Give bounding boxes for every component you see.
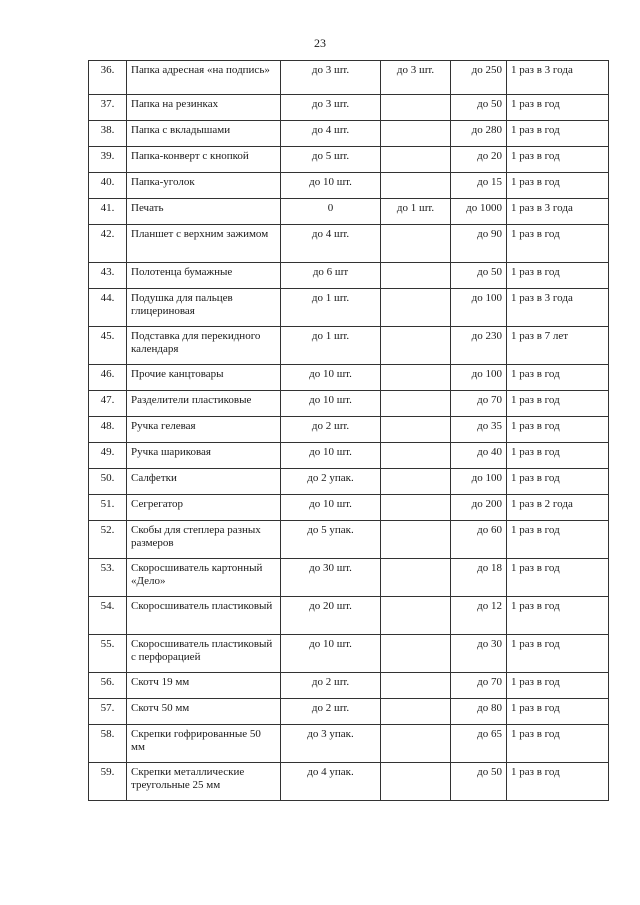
quantity-secondary: [381, 443, 451, 469]
price-limit: до 90: [451, 225, 507, 263]
item-name: Скрепки металлические треугольные 25 мм: [127, 763, 281, 801]
quantity-primary: до 10 шт.: [281, 635, 381, 673]
table-row: [89, 121, 609, 147]
table-row: [89, 417, 609, 443]
replacement-period: 1 раз в 2 года: [507, 495, 609, 521]
replacement-period: 1 раз в год: [507, 559, 609, 597]
row-number: 47.: [89, 391, 127, 417]
quantity-secondary: [381, 95, 451, 121]
item-name: Подушка для пальцев глицериновая: [127, 289, 281, 327]
quantity-primary: до 3 шт.: [281, 95, 381, 121]
replacement-period: 1 раз в год: [507, 365, 609, 391]
quantity-secondary: [381, 327, 451, 365]
price-limit: до 40: [451, 443, 507, 469]
quantity-primary: до 3 шт.: [281, 61, 381, 95]
row-number: 57.: [89, 699, 127, 725]
table-row: [89, 635, 609, 673]
quantity-secondary: до 3 шт.: [381, 61, 451, 95]
table-row: [89, 173, 609, 199]
quantity-primary: до 4 шт.: [281, 121, 381, 147]
replacement-period: 1 раз в 3 года: [507, 289, 609, 327]
quantity-secondary: [381, 521, 451, 559]
row-number: 54.: [89, 597, 127, 635]
quantity-primary: до 10 шт.: [281, 443, 381, 469]
row-number: 52.: [89, 521, 127, 559]
replacement-period: 1 раз в 3 года: [507, 199, 609, 225]
quantity-primary: до 5 упак.: [281, 521, 381, 559]
table-row: [89, 327, 609, 365]
quantity-primary: до 3 упак.: [281, 725, 381, 763]
quantity-secondary: [381, 289, 451, 327]
supplies-table-body: [89, 61, 609, 801]
item-name: Скоросшиватель пластиковый с перфорацией: [127, 635, 281, 673]
quantity-secondary: [381, 121, 451, 147]
row-number: 41.: [89, 199, 127, 225]
replacement-period: 1 раз в год: [507, 469, 609, 495]
price-limit: до 100: [451, 289, 507, 327]
price-limit: до 50: [451, 763, 507, 801]
item-name: Папка-конверт с кнопкой: [127, 147, 281, 173]
price-limit: до 200: [451, 495, 507, 521]
replacement-period: 1 раз в год: [507, 597, 609, 635]
replacement-period: 1 раз в год: [507, 263, 609, 289]
quantity-primary: до 10 шт.: [281, 365, 381, 391]
table-row: [89, 391, 609, 417]
replacement-period: 1 раз в год: [507, 763, 609, 801]
item-name: Печать: [127, 199, 281, 225]
price-limit: до 50: [451, 263, 507, 289]
row-number: 43.: [89, 263, 127, 289]
price-limit: до 100: [451, 469, 507, 495]
row-number: 56.: [89, 673, 127, 699]
row-number: 59.: [89, 763, 127, 801]
replacement-period: 1 раз в 3 года: [507, 61, 609, 95]
replacement-period: 1 раз в год: [507, 673, 609, 699]
price-limit: до 15: [451, 173, 507, 199]
quantity-primary: до 1 шт.: [281, 289, 381, 327]
table-row: [89, 725, 609, 763]
quantity-primary: до 10 шт.: [281, 173, 381, 199]
quantity-primary: до 2 шт.: [281, 673, 381, 699]
item-name: Прочие канцтовары: [127, 365, 281, 391]
price-limit: до 250: [451, 61, 507, 95]
quantity-secondary: [381, 597, 451, 635]
supplies-table: [88, 60, 609, 801]
quantity-primary: до 6 шт: [281, 263, 381, 289]
table-row: [89, 469, 609, 495]
item-name: Папка-уголок: [127, 173, 281, 199]
quantity-primary: до 20 шт.: [281, 597, 381, 635]
row-number: 49.: [89, 443, 127, 469]
row-number: 46.: [89, 365, 127, 391]
quantity-secondary: [381, 225, 451, 263]
quantity-primary: до 10 шт.: [281, 495, 381, 521]
item-name: Планшет с верхним зажимом: [127, 225, 281, 263]
table-row: [89, 147, 609, 173]
quantity-primary: до 2 шт.: [281, 699, 381, 725]
replacement-period: 1 раз в год: [507, 391, 609, 417]
item-name: Ручка шариковая: [127, 443, 281, 469]
replacement-period: 1 раз в год: [507, 521, 609, 559]
row-number: 40.: [89, 173, 127, 199]
table-row: [89, 95, 609, 121]
price-limit: до 50: [451, 95, 507, 121]
table-row: [89, 763, 609, 801]
table-row: [89, 597, 609, 635]
replacement-period: 1 раз в год: [507, 95, 609, 121]
table-row: [89, 61, 609, 95]
replacement-period: 1 раз в год: [507, 121, 609, 147]
quantity-secondary: [381, 725, 451, 763]
price-limit: до 1000: [451, 199, 507, 225]
replacement-period: 1 раз в год: [507, 699, 609, 725]
price-limit: до 18: [451, 559, 507, 597]
table-row: [89, 199, 609, 225]
table-row: [89, 263, 609, 289]
price-limit: до 20: [451, 147, 507, 173]
row-number: 48.: [89, 417, 127, 443]
quantity-secondary: [381, 417, 451, 443]
quantity-primary: до 1 шт.: [281, 327, 381, 365]
row-number: 36.: [89, 61, 127, 95]
quantity-primary: до 2 шт.: [281, 417, 381, 443]
table-row: [89, 443, 609, 469]
price-limit: до 12: [451, 597, 507, 635]
price-limit: до 60: [451, 521, 507, 559]
table-row: [89, 521, 609, 559]
quantity-secondary: [381, 173, 451, 199]
item-name: Скрепки гофрированные 50 мм: [127, 725, 281, 763]
item-name: Полотенца бумажные: [127, 263, 281, 289]
price-limit: до 35: [451, 417, 507, 443]
row-number: 37.: [89, 95, 127, 121]
page-number: 23: [314, 36, 326, 50]
quantity-secondary: [381, 763, 451, 801]
row-number: 50.: [89, 469, 127, 495]
price-limit: до 30: [451, 635, 507, 673]
row-number: 42.: [89, 225, 127, 263]
quantity-primary: до 4 упак.: [281, 763, 381, 801]
replacement-period: 1 раз в год: [507, 417, 609, 443]
table-row: [89, 289, 609, 327]
item-name: Скоросшиватель картонный «Дело»: [127, 559, 281, 597]
quantity-secondary: [381, 559, 451, 597]
table-row: [89, 495, 609, 521]
replacement-period: 1 раз в год: [507, 147, 609, 173]
row-number: 53.: [89, 559, 127, 597]
price-limit: до 65: [451, 725, 507, 763]
quantity-primary: 0: [281, 199, 381, 225]
price-limit: до 280: [451, 121, 507, 147]
table-row: [89, 225, 609, 263]
item-name: Папка адресная «на подпись»: [127, 61, 281, 95]
quantity-primary: до 5 шт.: [281, 147, 381, 173]
quantity-secondary: [381, 673, 451, 699]
quantity-primary: до 30 шт.: [281, 559, 381, 597]
item-name: Ручка гелевая: [127, 417, 281, 443]
quantity-secondary: [381, 699, 451, 725]
row-number: 55.: [89, 635, 127, 673]
quantity-primary: до 10 шт.: [281, 391, 381, 417]
price-limit: до 230: [451, 327, 507, 365]
item-name: Сегрегатор: [127, 495, 281, 521]
item-name: Разделители пластиковые: [127, 391, 281, 417]
price-limit: до 80: [451, 699, 507, 725]
quantity-secondary: [381, 263, 451, 289]
table-row: [89, 673, 609, 699]
replacement-period: 1 раз в год: [507, 635, 609, 673]
item-name: Подставка для перекидного календаря: [127, 327, 281, 365]
quantity-primary: до 2 упак.: [281, 469, 381, 495]
replacement-period: 1 раз в год: [507, 443, 609, 469]
row-number: 38.: [89, 121, 127, 147]
quantity-secondary: [381, 469, 451, 495]
quantity-secondary: [381, 147, 451, 173]
replacement-period: 1 раз в год: [507, 173, 609, 199]
quantity-secondary: [381, 365, 451, 391]
item-name: Папка на резинках: [127, 95, 281, 121]
table-row: [89, 699, 609, 725]
table-row: [89, 365, 609, 391]
item-name: Скоросшиватель пластиковый: [127, 597, 281, 635]
row-number: 58.: [89, 725, 127, 763]
replacement-period: 1 раз в год: [507, 725, 609, 763]
price-limit: до 70: [451, 673, 507, 699]
replacement-period: 1 раз в год: [507, 225, 609, 263]
quantity-secondary: до 1 шт.: [381, 199, 451, 225]
price-limit: до 100: [451, 365, 507, 391]
quantity-secondary: [381, 635, 451, 673]
item-name: Скотч 50 мм: [127, 699, 281, 725]
item-name: Скобы для степлера разных размеров: [127, 521, 281, 559]
item-name: Салфетки: [127, 469, 281, 495]
row-number: 44.: [89, 289, 127, 327]
row-number: 39.: [89, 147, 127, 173]
quantity-secondary: [381, 391, 451, 417]
replacement-period: 1 раз в 7 лет: [507, 327, 609, 365]
quantity-primary: до 4 шт.: [281, 225, 381, 263]
row-number: 51.: [89, 495, 127, 521]
row-number: 45.: [89, 327, 127, 365]
quantity-secondary: [381, 495, 451, 521]
price-limit: до 70: [451, 391, 507, 417]
table-row: [89, 559, 609, 597]
item-name: Папка с вкладышами: [127, 121, 281, 147]
item-name: Скотч 19 мм: [127, 673, 281, 699]
